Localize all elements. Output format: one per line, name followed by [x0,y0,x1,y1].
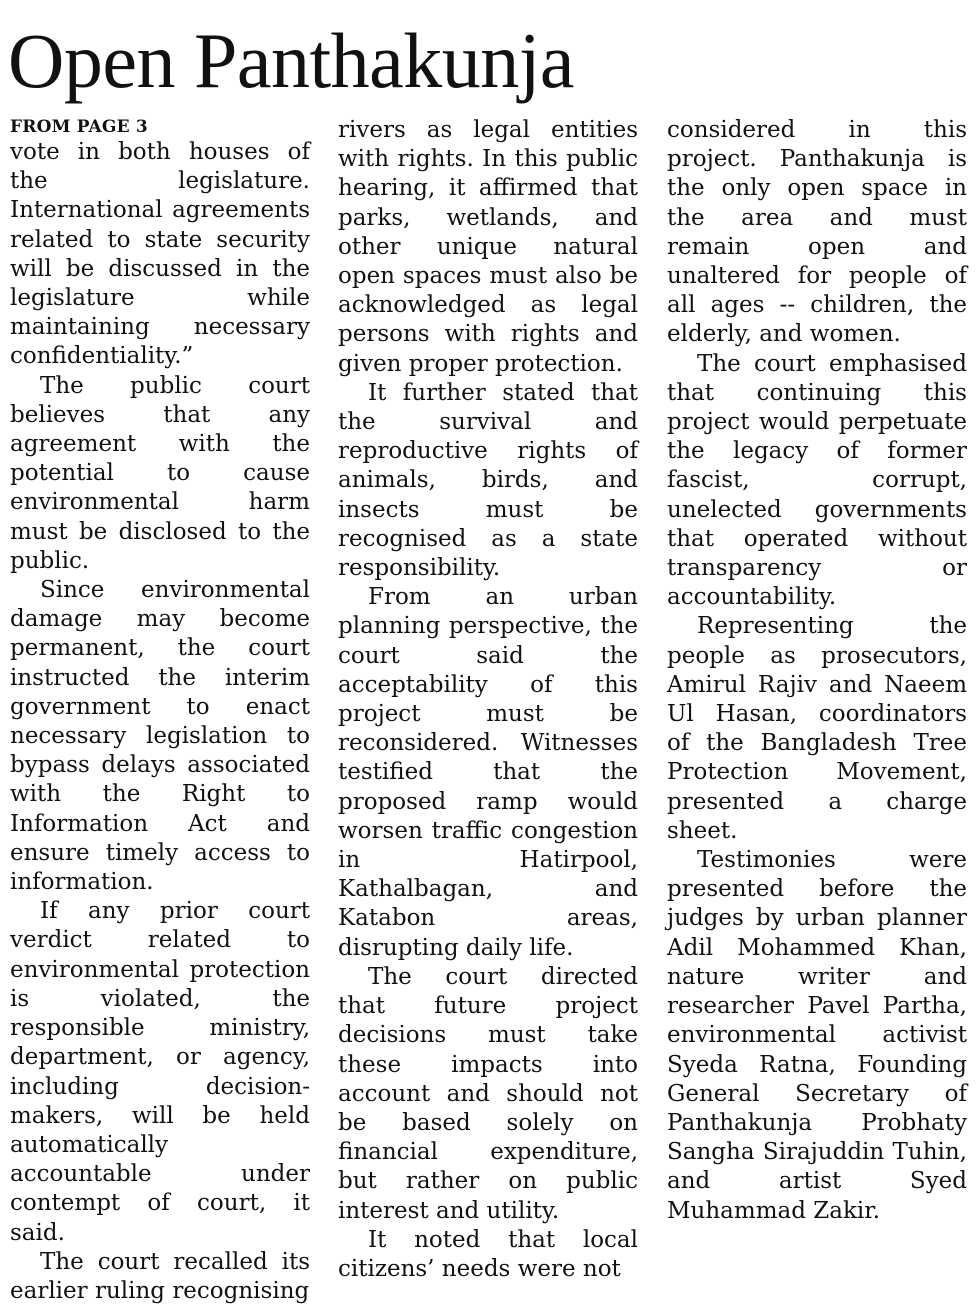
jump-line: FROM PAGE 3 [10,117,148,137]
article-paragraph: From an urban planning perspective, the court said the acceptability of this project must be reconsidered. Witnesses testified that the proposed ramp would worsen traffic congestion in Hatirpool, Kathalbagan, and Katabon areas, disrupting daily life. [338,584,638,961]
article-paragraph: considered in this project. Panthakunja is the only open space in the area and must remain open and unaltered for people of all ages -- children, the elderly, and women. [667,117,967,348]
article-paragraph: The public court believes that any agreement with the potential to cause environmental harm must be disclosed to the public. [10,372,310,574]
article-paragraph: Testimonies were presented before the judges by urban planner Adil Mohammed Khan, nature writer and researcher Pavel Partha, environmental activist Syeda Ratna, Founding General Secretary of Panthakunja Probhaty Sangha Sirajuddin Tuhin, and artist Syed Muhammad Zakir. [667,847,967,1224]
article-paragraph: The court emphasised that continuing this project would perpetuate the legacy of former fascist, corrupt, unelected governments that operated without transparency or accountability. [667,350,967,611]
article-paragraph: rivers as legal entities with rights. In this public hearing, it affirmed that parks, wetlands, and other unique natural open spaces must also be acknowledged as legal persons with rights and given proper protection. [338,117,638,377]
article-paragraph: The court directed that future project decisions must take these impacts into account and should not be based solely on financial expenditure, but rather on public interest and utility. [338,963,638,1224]
article-column-1 [10,116,310,1306]
article-paragraph: It further stated that the survival and reproductive rights of animals, birds, and insects must be recognised as a state responsibility. [338,379,638,582]
article-paragraph: Representing the people as prosecutors, Amirul Rajiv and Naeem Ul Hasan, coordinators of the Bangladesh Tree Protection Movement, presented a charge sheet. [667,613,967,844]
article-column-2 [338,116,638,1284]
article-paragraph: It noted that local citizens’ needs were not [338,1226,638,1282]
article-headline: Open Panthakunja [8,17,575,104]
article-paragraph: vote in both houses of the legislature. International agreements related to state security will be discussed in the legislature while maintaining necessary confidentiality.” [10,139,310,370]
article-paragraph: Since environmental damage may become permanent, the court instructed the interim government to enact necessary legislation to bypass delays associated with the Right to Information Act and ensure timely access to information. [10,577,310,896]
article-paragraph: If any prior court verdict related to environmental protection is violated, the responsible ministry, department, or agency, including decision-makers, will be held automatically accountable under contempt of court, it said. [10,898,310,1246]
article-column-3 [667,116,967,1226]
article-paragraph: The court recalled its earlier ruling recognising [10,1248,310,1304]
